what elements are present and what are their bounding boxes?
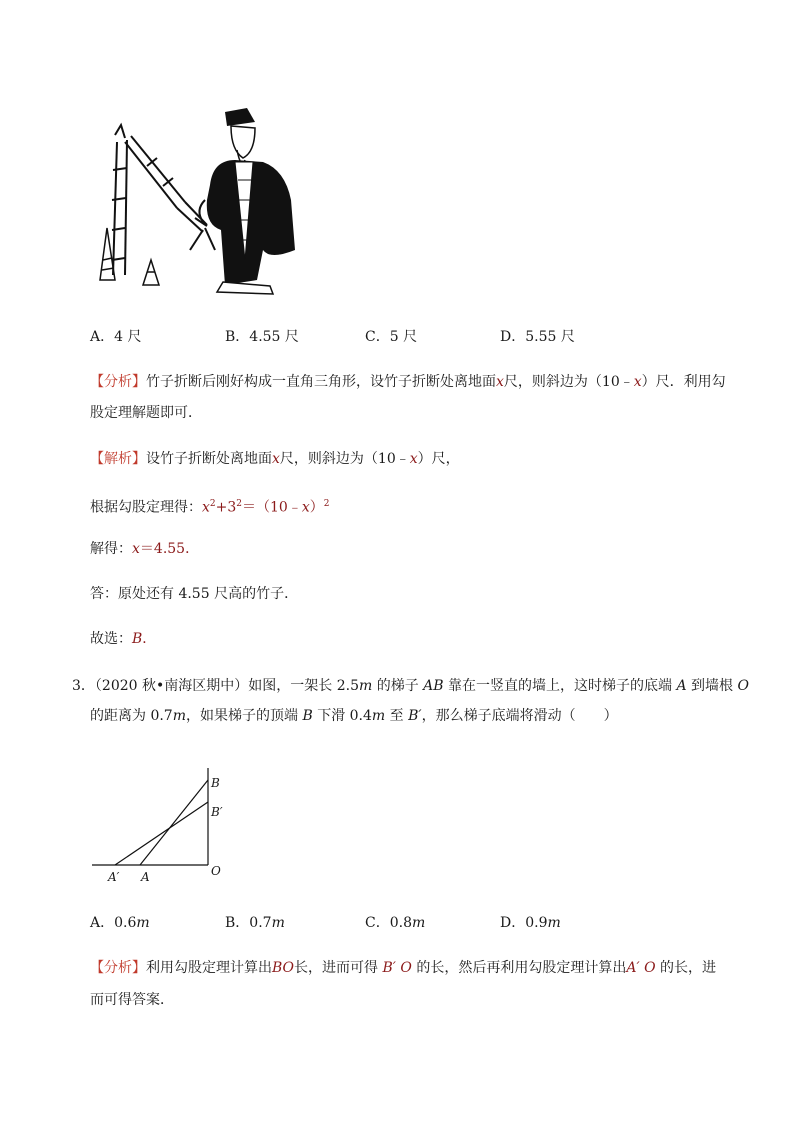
q2-solution-line1: 【解析】设竹子折断处离地面x尺，则斜边为（10﹣x）尺， bbox=[90, 451, 460, 467]
label-b: B bbox=[211, 776, 220, 790]
q2-solution-answer: 答：原处还有 4.55 尺高的竹子． bbox=[90, 586, 299, 602]
scholar-figure bbox=[199, 108, 295, 294]
q2-solution-equation: 根据勾股定理得：$x^2+3^2=(10﹣x)^2$ bbox=[90, 499, 330, 516]
bamboo-shoots bbox=[100, 228, 159, 285]
q2-option-d: D．5.55 尺 bbox=[500, 329, 575, 345]
ladder-ab bbox=[140, 780, 208, 865]
q3-option-a: A．0.6m bbox=[90, 915, 150, 931]
analysis-tag: 【分析】 bbox=[90, 960, 146, 976]
q3-option-d: D．0.9m bbox=[500, 915, 561, 931]
q2-solution-result: 解得：x＝4.55． bbox=[90, 541, 200, 557]
analysis-tag: 【分析】 bbox=[90, 374, 146, 390]
q3-option-c: C．0.8m bbox=[365, 915, 426, 931]
label-bprime: B′ bbox=[211, 805, 223, 819]
bamboo-illustration bbox=[95, 100, 315, 295]
q2-option-c: C．5 尺 bbox=[365, 329, 418, 345]
label-o: O bbox=[211, 864, 221, 878]
label-a: A bbox=[141, 870, 150, 884]
q2-option-b: B．4.55 尺 bbox=[225, 329, 299, 345]
bamboo-stalk bbox=[112, 125, 215, 275]
solution-tag: 【解析】 bbox=[90, 451, 146, 467]
q3-analysis-line1: 【分析】利用勾股定理计算出BO长，进而可得 B′ O 的长，然后再利用勾股定理计算出A′ O 的长，进 bbox=[90, 960, 717, 976]
q3-option-b: B．0.7m bbox=[225, 915, 285, 931]
q3-stem-line1: 3．（2020 秋•南海区期中）如图，一架长 2.5m 的梯子 AB 靠在一竖直的墙上，这时梯子的底端 A 到墙根 O bbox=[72, 678, 749, 694]
ladder-apbp bbox=[115, 802, 208, 865]
q2-solution-choice: 故选：B． bbox=[90, 631, 157, 647]
q3-analysis-line2: 而可得答案． bbox=[90, 992, 174, 1008]
q2-analysis-line2: 股定理解题即可． bbox=[90, 405, 202, 421]
q2-analysis-line1: 【分析】竹子折断后刚好构成一直角三角形，设竹子折断处离地面x尺，则斜边为（10﹣x）尺．利用勾 bbox=[90, 374, 726, 390]
label-aprime: A′ bbox=[108, 870, 120, 884]
q3-stem-line2: 的距离为 0.7m，如果梯子的顶端 B 下滑 0.4m 至 B′，那么梯子底端将滑动（ ） bbox=[90, 708, 618, 724]
q2-option-a: A．4 尺 bbox=[90, 329, 142, 345]
